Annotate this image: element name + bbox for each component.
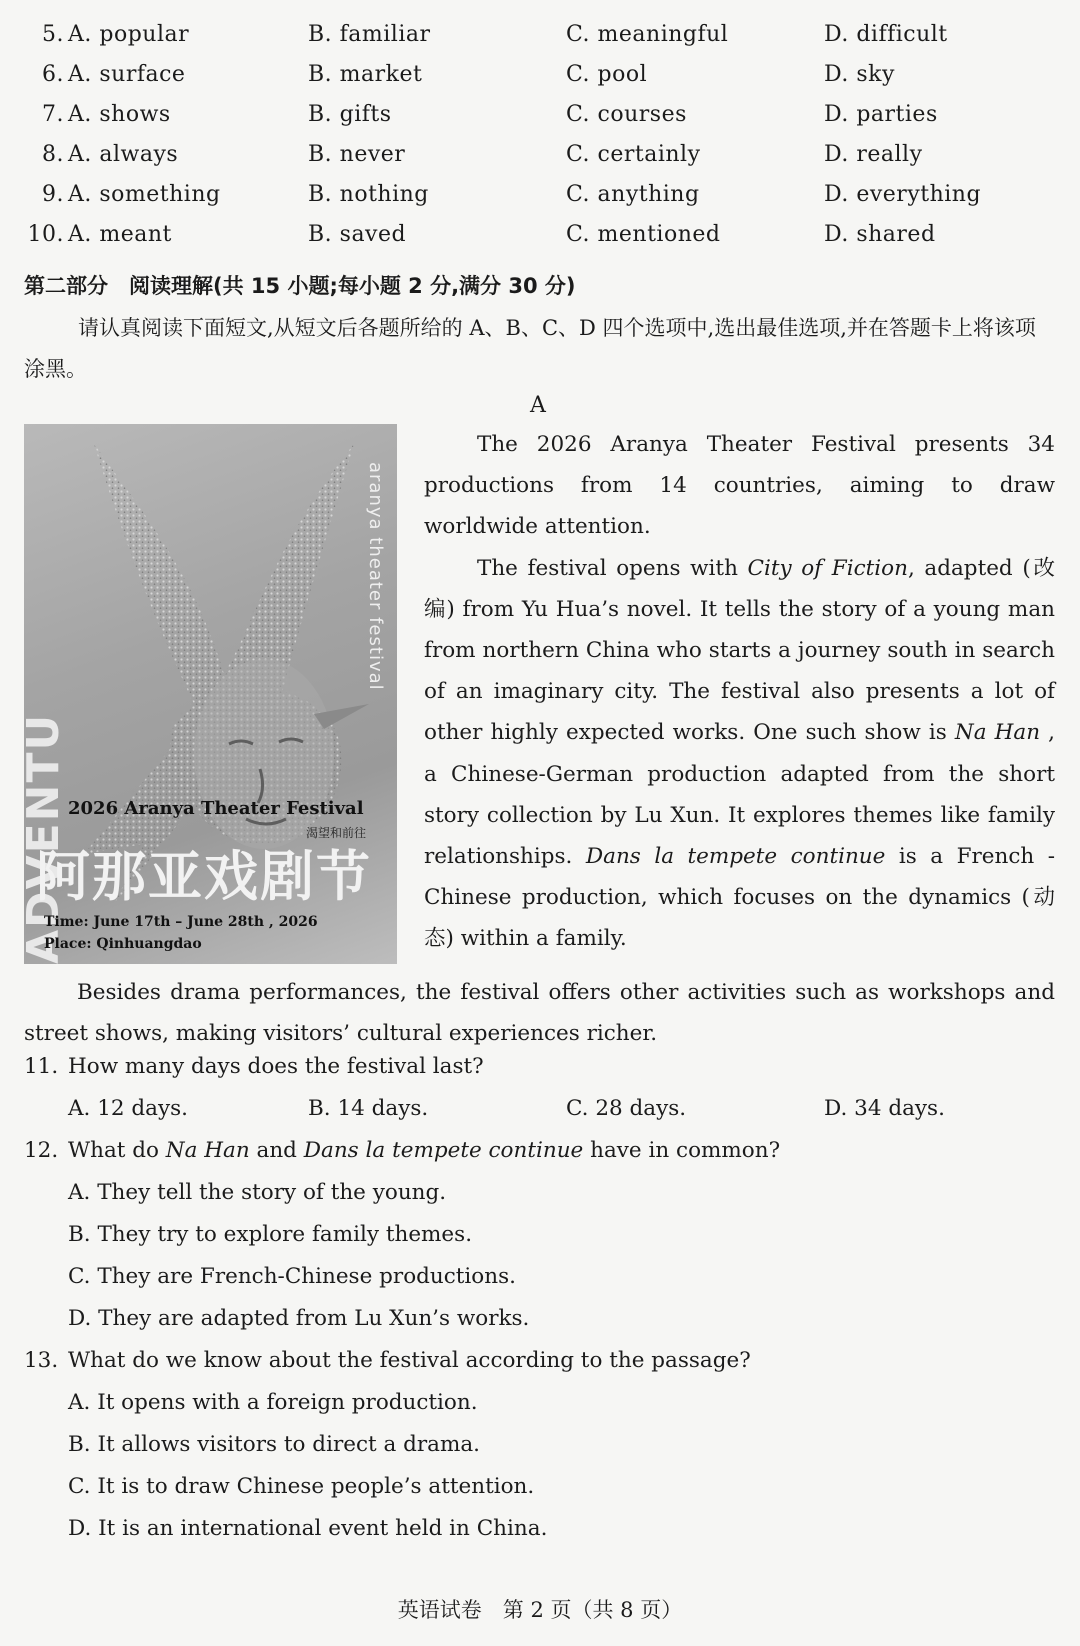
section-title: 第二部分 阅读理解(共 15 小题;每小题 2 分,满分 30 分): [24, 274, 576, 298]
cloze-option-row: [0, 142, 1080, 182]
option-d: D. 34 days.: [824, 1096, 945, 1121]
option-b: B. never: [308, 142, 406, 167]
passage-text: , adapted (改编) from Yu Hua’s novel. It tells the story of a young man from northern China who starts a journey south in search of an imaginary city. The festival also presents a lot of other highly expected works. One such show is: [424, 555, 1055, 746]
option-d: D. parties: [824, 102, 938, 127]
option-a: A. shows: [68, 102, 171, 127]
option-a: A. something: [68, 182, 221, 207]
option-a: A. They tell the story of the young.: [68, 1180, 447, 1205]
option-c: C. pool: [566, 62, 648, 87]
question-text: and: [249, 1138, 304, 1163]
work-title: Dans la tempete continue: [585, 844, 886, 870]
option-b: B. familiar: [308, 22, 431, 47]
festival-poster: [18, 424, 397, 964]
option-d: D. difficult: [824, 22, 948, 47]
question-11-stem: [24, 1054, 484, 1079]
question-number: 10.: [27, 222, 64, 247]
question-number: 5.: [42, 22, 64, 47]
cloze-option-row: [0, 222, 1080, 262]
option-d: D. everything: [824, 182, 982, 207]
option-c: C. It is to draw Chinese people’s attention.: [68, 1474, 535, 1499]
cloze-option-row: [0, 102, 1080, 142]
passage-paragraph-1: The 2026 Aranya Theater Festival presents 34 productions from 14 countries, aiming to draw worldwide attention.: [424, 432, 1055, 540]
option-c: C. They are French-Chinese productions.: [68, 1264, 516, 1289]
poster-title: 2026 Aranya Theater Festival: [68, 798, 364, 819]
option-a: A. It opens with a foreign production.: [68, 1390, 478, 1415]
option-b: B. It allows visitors to direct a drama.: [68, 1432, 481, 1457]
work-title: Na Han: [165, 1138, 250, 1163]
option-d: D. They are adapted from Lu Xun’s works.: [68, 1306, 530, 1331]
work-title: City of Fiction: [747, 555, 908, 581]
passage-paragraph-2: [424, 548, 1055, 960]
option-d: D. shared: [824, 222, 936, 247]
passage-paragraph-3: Besides drama performances, the festival offers other activities such as workshops and street shows, making visitors’ cultural experiences richer.: [24, 980, 1055, 1046]
page-footer: 英语试卷 第 2 页（共 8 页）: [397, 1598, 683, 1622]
question-text: What do: [68, 1138, 166, 1163]
question-text: What do we know about the festival according to the passage?: [68, 1348, 751, 1373]
poster-chinese-title: 阿那亚戏剧节: [36, 845, 372, 908]
passage-label: A: [530, 393, 546, 418]
option-d: D. It is an international event held in China.: [68, 1516, 548, 1541]
question-number: 9.: [42, 182, 64, 207]
passage-text: , a Chinese-German production adapted from the short story collection by Lu Xun. It explores themes like family relationships.: [424, 720, 1055, 870]
option-c: C. 28 days.: [566, 1096, 687, 1121]
option-b: B. nothing: [308, 182, 429, 207]
option-b: B. 14 days.: [308, 1096, 429, 1121]
passage-column: [424, 424, 1055, 960]
cloze-option-row: [0, 182, 1080, 222]
poster-slogan: 渴望和前往: [306, 826, 367, 840]
option-b: B. saved: [308, 222, 407, 247]
option-c: C. meaningful: [566, 22, 729, 47]
option-b: B. market: [308, 62, 423, 87]
question-13-stem: [24, 1348, 751, 1373]
poster-time: Time: June 17th – June 28th , 2026: [44, 914, 318, 930]
passage-text: The festival opens with: [477, 555, 748, 581]
passage-text: is a French - Chinese production, which focuses on the dynamics (动态) within a family.: [424, 844, 1055, 952]
poster-place: Place: Qinhuangdao: [44, 936, 202, 952]
poster-vertical-subtitle: aranya theater festival: [365, 462, 386, 691]
option-b: B. They try to explore family themes.: [68, 1222, 473, 1247]
option-b: B. gifts: [308, 102, 392, 127]
option-d: D. really: [824, 142, 923, 167]
question-12-stem: [24, 1138, 780, 1163]
poster-vertical-text: ADVENTU: [18, 712, 69, 964]
section-instructions: 请认真阅读下面短文,从短文后各题所给的 A、B、C、D 四个选项中,选出最佳选项,并在答题卡上将该项涂黑。: [24, 316, 1036, 381]
option-c: C. courses: [566, 102, 687, 127]
option-a: A. surface: [68, 62, 186, 87]
option-a: A. meant: [68, 222, 172, 247]
option-a: A. 12 days.: [68, 1096, 188, 1121]
cloze-option-row: [0, 62, 1080, 102]
option-a: A. popular: [68, 22, 190, 47]
question-number: 6.: [42, 62, 64, 87]
question-number: 7.: [42, 102, 64, 127]
question-text: How many days does the festival last?: [68, 1054, 484, 1079]
question-text: have in common?: [583, 1138, 781, 1163]
option-a: A. always: [68, 142, 179, 167]
question-number: 11.: [24, 1054, 59, 1079]
option-c: C. certainly: [566, 142, 701, 167]
cloze-option-row: [0, 22, 1080, 62]
question-number: 13.: [24, 1348, 59, 1373]
option-d: D. sky: [824, 62, 895, 87]
question-number: 8.: [42, 142, 64, 167]
question-number: 12.: [24, 1138, 59, 1163]
work-title: Na Han: [954, 720, 1041, 746]
option-c: C. mentioned: [566, 222, 721, 247]
work-title: Dans la tempete continue: [303, 1138, 584, 1163]
option-c: C. anything: [566, 182, 700, 207]
